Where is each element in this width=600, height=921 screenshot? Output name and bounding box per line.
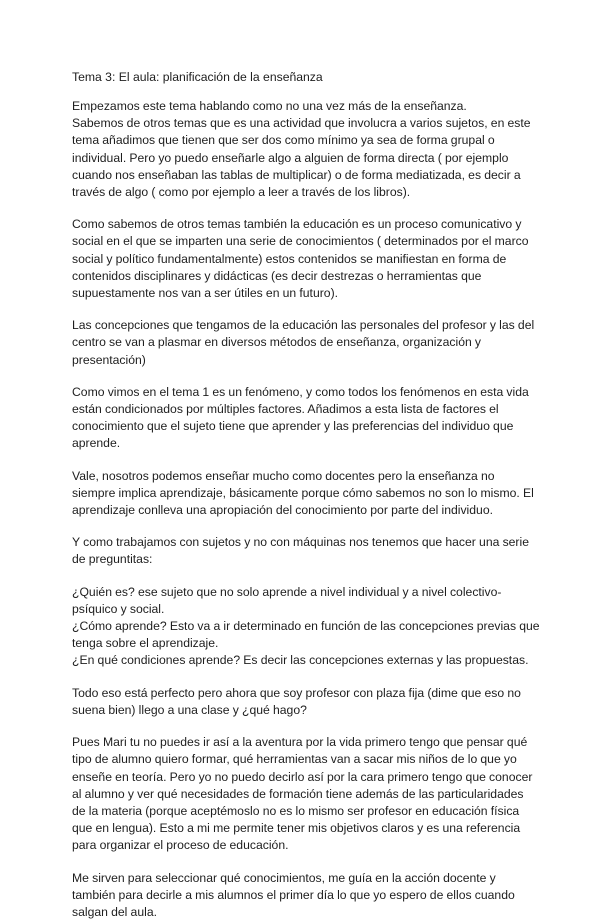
paragraph-questions-intro: Y como trabajamos con sujetos y no con máquinas nos tenemos que hacer una serie de preguntitas: — [72, 535, 529, 567]
paragraph-phenomenon: Como vimos en el tema 1 es un fenómeno, y como todos los fenómenos en esta vida están condicionados por múltiples factores. Añadimos a esta lista de factores el conocimiento que el sujeto tiene que aprender y las preferencias del individuo que aprende. — [72, 384, 529, 451]
question-how: ¿Cómo aprende? Esto va a ir determinado en función de las concepciones previas que tenga sobre el aprendizaje. — [72, 619, 540, 651]
paragraph-conceptions: Las concepciones que tengamos de la educación las personales del profesor y las del centro se van a plasmar en diversos métodos de enseñanza, organización y presentación) — [72, 318, 535, 367]
paragraph-objectives: Me sirven para seleccionar qué conocimientos, me guía en la acción docente y también para decirle a mis alumnos el primer día lo que yo espero de ellos cuando salgan del aula. — [72, 870, 515, 919]
question-who: ¿Quién es? ese sujeto que no solo aprende a nivel individual y a nivel colectivo-psíquico y social. — [72, 584, 502, 616]
paragraph-planning: Pues Mari tu no puedes ir así a la aventura por la vida primero tengo que pensar qué tipo de alumno quiero formar, qué herramientas van a sacar mis niños de lo que yo enseñe en teoría. Pero yo no puedo decirlo así por la cara primero tengo que conocer al alumno y ver qué necesidades de formación tiene además de las particularidades de la materia (porque aceptémoslo no es lo mismo ser profesor en educación física que en lengua). Esto a mi me permite tener mis objetivos claros y es una referencia para organizar el proceso de educación. — [72, 735, 533, 853]
paragraph-learning: Vale, nosotros podemos enseñar mucho como docentes pero la enseñanza no siempre implica aprendizaje, básicamente porque cómo sabemos no son lo mismo. El aprendizaje conlleva una apropiación del conocimiento por parte del individuo. — [72, 468, 534, 518]
paragraph-teaching-subjects: Sabemos de otros temas que es una actividad que involucra a varios sujetos, en este tema añadimos que tienen que ser dos como mínimo ya sea de forma grupal o individual. Pero yo puedo enseñarle algo a alguien de forma directa ( por ejemplo cuando nos enseñaban las tablas de multiplicar) o de forma mediatizada, es decir a través de algo ( como por ejemplo a leer a través de los libros). — [72, 116, 531, 200]
paragraph-education-process: Como sabemos de otros temas también la educación es un proceso comunicativo y social en el que se imparten una serie de conocimientos ( determinados por el marco social y político fundamentalmente) estos contenidos se manifiestan en forma de contenidos disciplinares y didácticas (es decir destrezas o herramientas que supuestamente nos van a ser útiles en un futuro). — [72, 217, 529, 301]
paragraph-what-to-do: Todo eso está perfecto pero ahora que soy profesor con plaza fija (dime que eso no suena bien) llego a una clase y ¿qué hago? — [72, 685, 521, 717]
questions-list — [72, 584, 540, 670]
paragraph-intro: Empezamos este tema hablando como no una vez más de la enseñanza. — [72, 99, 467, 113]
question-conditions: ¿En qué condiciones aprende? Es decir las concepciones externas y las propuestas. — [72, 653, 529, 668]
page-title: Tema 3: El aula: planificación de la enseñanza — [72, 70, 323, 84]
